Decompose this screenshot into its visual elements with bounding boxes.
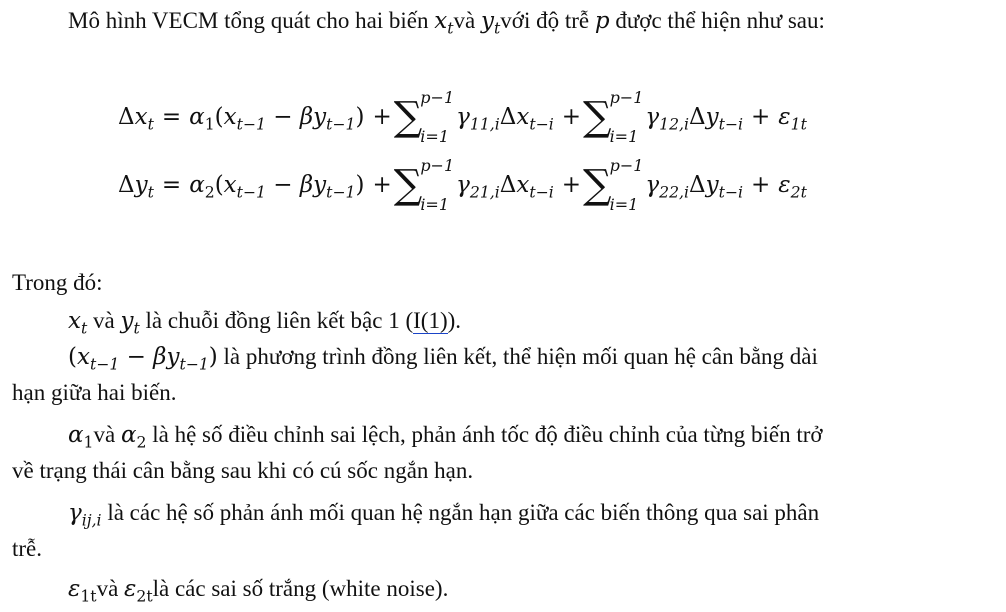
var-p: p (594, 8, 610, 34)
eq2-alpha: $\alpha_2$ (189, 172, 215, 202)
item-adjustment-cont: về trạng thái cân bằng sau khi có cú sốc ngắn hạn. (12, 458, 474, 483)
eq1-epsilon: $\varepsilon_{1t}$ (778, 104, 807, 134)
item-gamma: $\gamma_{ij,i}$ là các hệ số phản ánh mối quan hệ ngắn hạn giữa các biến thông qua sai phân (68, 500, 820, 530)
equation-dx: $\Delta x_t$ = $\alpha_1$ $(x_{t-1} - \beta y_{t-1})$ + ∑ p−1 i=1 $\gamma_{11,i}\Delta x_{t-i}$ + ∑ p−1 i=1 $\gamma_{12,i}\Delta y_{t-i}$ + $\varepsilon_{1t}$ (118, 88, 807, 146)
item-white-noise: $\varepsilon_{1t}và$ $\varepsilon_{2t}là$ các sai số trắng (white noise). (68, 576, 449, 606)
eq2-gamma-2: $\gamma_{22,i}\Delta y_{t-i}$ (645, 172, 744, 202)
var-y: $y_t$ (481, 8, 501, 38)
eq1-lhs: $\Delta x_t$ (118, 104, 154, 134)
eq2-epsilon: $\varepsilon_{2t}$ (778, 172, 807, 202)
where-label: Trong đó: (12, 270, 103, 295)
item-cointegration-cont: hạn giữa hai biến. (12, 380, 177, 405)
eq2-lhs: $\Delta y_t$ (118, 172, 154, 202)
intro-line (68, 8, 825, 38)
item-adjustment: $\alpha_1và$ $\alpha_2$ là hệ số điều chỉnh sai lệch, phản ánh tốc độ điều chỉnh của từng biến trở (68, 422, 823, 452)
eq1-sum-1: ∑ p−1 i=1 (393, 88, 455, 146)
var-x: $x_t$ (434, 8, 454, 38)
eq2-sum-2: ∑ p−1 i=1 (583, 156, 644, 214)
item-integrated-series: $x_t$ và $y_t$ là chuỗi đồng liên kết bậc 1 (I(1)). (68, 308, 462, 338)
eq1-gamma-1: $\gamma_{11,i}\Delta x_{t-i}$ (456, 104, 554, 134)
item-cointegration: $(x_{t-1} - \beta y_{t-1})$ là phương trình đồng liên kết, thể hiện mối quan hệ cân bằng dài (68, 344, 818, 374)
eq1-coint-term: $(x_{t-1} - \beta y_{t-1})$ (214, 104, 365, 134)
eq1-sum-2: ∑ p−1 i=1 (583, 88, 644, 146)
eq2-sum-1: ∑ p−1 i=1 (393, 156, 455, 214)
eq2-gamma-1: $\gamma_{21,i}\Delta x_{t-i}$ (456, 172, 554, 202)
intro-text-lag: với độ trễ (500, 8, 595, 33)
i1-link: I(1) (413, 308, 448, 333)
eq1-alpha: $\alpha_1$ (189, 104, 215, 134)
item-gamma-cont: trễ. (12, 536, 43, 561)
eq1-gamma-2: $\gamma_{12,i}\Delta y_{t-i}$ (645, 104, 743, 134)
equation-dy: $\Delta y_t$ = $\alpha_2$ $(x_{t-1} - \beta y_{t-1})$ + ∑ p−1 i=1 $\gamma_{21,i}\Delta x_{t-i}$ + ∑ p−1 i=1 $\gamma_{22,i}\Delta y_{t-i}$ + $\varepsilon_{2t}$ (118, 156, 807, 214)
intro-text-end: được thể hiện như sau: (609, 8, 825, 33)
eq2-coint-term: $(x_{t-1} - \beta y_{t-1})$ (214, 172, 365, 202)
intro-text-start: Mô hình VECM tổng quát cho hai biến (68, 8, 435, 33)
intro-text-and: và (453, 8, 482, 33)
